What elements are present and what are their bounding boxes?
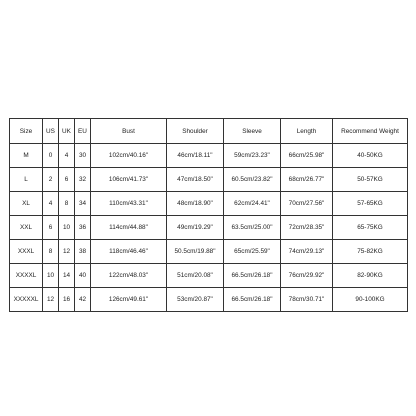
table-cell: 118cm/46.46" <box>91 240 167 264</box>
column-header: Length <box>281 119 333 144</box>
table-cell: 68cm/26.77" <box>281 168 333 192</box>
table-cell: 4 <box>59 144 75 168</box>
table-cell: 49cm/19.29" <box>167 216 224 240</box>
table-cell: 40 <box>75 264 91 288</box>
table-cell: 63.5cm/25.00" <box>224 216 281 240</box>
table-cell: 78cm/30.71" <box>281 288 333 312</box>
table-cell: 66cm/25.98" <box>281 144 333 168</box>
table-cell: 65-75KG <box>333 216 408 240</box>
table-cell: 110cm/43.31" <box>91 192 167 216</box>
table-cell: XXXXL <box>10 264 43 288</box>
column-header: EU <box>75 119 91 144</box>
table-row <box>10 192 408 216</box>
table-cell: 8 <box>43 240 59 264</box>
table-cell: 65cm/25.59" <box>224 240 281 264</box>
table-cell: XXL <box>10 216 43 240</box>
table-body <box>10 144 408 312</box>
table-cell: 53cm/20.87" <box>167 288 224 312</box>
table-cell: 50.5cm/19.88" <box>167 240 224 264</box>
table-cell: 74cm/29.13" <box>281 240 333 264</box>
table-cell: 122cm/48.03" <box>91 264 167 288</box>
table-cell: 6 <box>59 168 75 192</box>
table-cell: 47cm/18.50" <box>167 168 224 192</box>
table-cell: 16 <box>59 288 75 312</box>
table-cell: 14 <box>59 264 75 288</box>
column-header: Bust <box>91 119 167 144</box>
column-header: Recommend Weight <box>333 119 408 144</box>
table-cell: 51cm/20.08" <box>167 264 224 288</box>
table-cell: XXXL <box>10 240 43 264</box>
table-cell: 46cm/18.11" <box>167 144 224 168</box>
table-cell: 60.5cm/23.82" <box>224 168 281 192</box>
table-cell: 36 <box>75 216 91 240</box>
table-cell: 34 <box>75 192 91 216</box>
table-cell: 10 <box>59 216 75 240</box>
table-cell: 59cm/23.23" <box>224 144 281 168</box>
table-cell: 90-100KG <box>333 288 408 312</box>
table-cell: L <box>10 168 43 192</box>
table-cell: 126cm/49.61" <box>91 288 167 312</box>
column-header: Sleeve <box>224 119 281 144</box>
table-cell: 12 <box>59 240 75 264</box>
table-cell: 62cm/24.41" <box>224 192 281 216</box>
table-row <box>10 240 408 264</box>
table-cell: 57-65KG <box>333 192 408 216</box>
header-row <box>10 119 408 144</box>
table-cell: 6 <box>43 216 59 240</box>
table-cell: 8 <box>59 192 75 216</box>
table-row <box>10 144 408 168</box>
table-row <box>10 168 408 192</box>
table-cell: 50-57KG <box>333 168 408 192</box>
table-cell: XXXXXL <box>10 288 43 312</box>
table-cell: 82-90KG <box>333 264 408 288</box>
table-cell: 75-82KG <box>333 240 408 264</box>
table-cell: 40-50KG <box>333 144 408 168</box>
table-cell: M <box>10 144 43 168</box>
table-cell: 114cm/44.88" <box>91 216 167 240</box>
column-header: US <box>43 119 59 144</box>
table-cell: 0 <box>43 144 59 168</box>
table-row <box>10 216 408 240</box>
size-chart <box>9 118 408 312</box>
table-cell: 10 <box>43 264 59 288</box>
table-cell: 30 <box>75 144 91 168</box>
table-cell: 38 <box>75 240 91 264</box>
column-header: UK <box>59 119 75 144</box>
table-cell: 72cm/28.35" <box>281 216 333 240</box>
table-cell: 42 <box>75 288 91 312</box>
size-table <box>9 118 408 312</box>
table-cell: 48cm/18.90" <box>167 192 224 216</box>
table-cell: 2 <box>43 168 59 192</box>
table-cell: 106cm/41.73" <box>91 168 167 192</box>
table-row <box>10 288 408 312</box>
table-cell: 4 <box>43 192 59 216</box>
column-header: Size <box>10 119 43 144</box>
table-cell: 12 <box>43 288 59 312</box>
table-cell: XL <box>10 192 43 216</box>
table-cell: 32 <box>75 168 91 192</box>
table-cell: 66.5cm/26.18" <box>224 288 281 312</box>
table-cell: 102cm/40.16" <box>91 144 167 168</box>
column-header: Shoulder <box>167 119 224 144</box>
table-cell: 70cm/27.56" <box>281 192 333 216</box>
table-row <box>10 264 408 288</box>
table-cell: 66.5cm/26.18" <box>224 264 281 288</box>
table-cell: 76cm/29.92" <box>281 264 333 288</box>
